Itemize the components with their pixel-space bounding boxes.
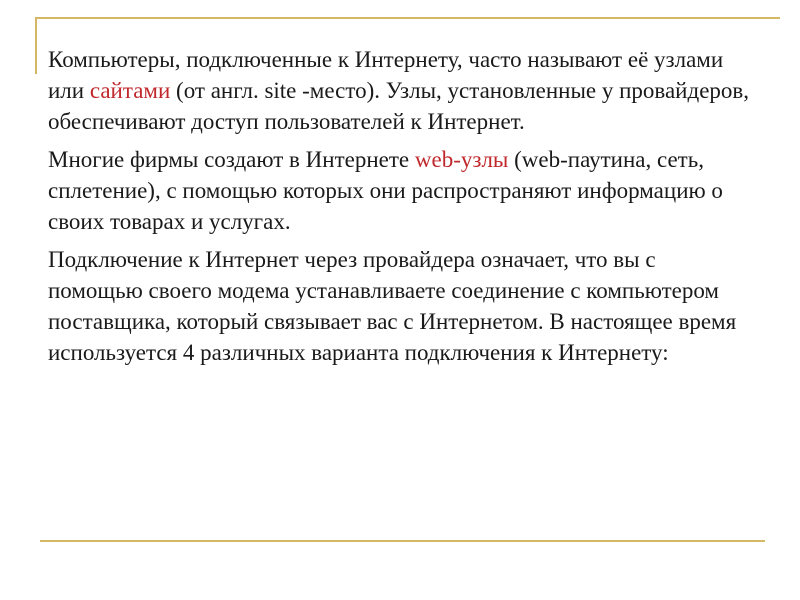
paragraph-nodes-text-end: (от англ. site -место). Узлы, установленные у провайдеров, обеспечивают доступ пользователей к Интернет. — [48, 78, 750, 134]
slide-body — [48, 44, 753, 375]
paragraph-web-nodes — [48, 144, 753, 237]
highlight-web-nodes: web-узлы — [414, 147, 509, 172]
paragraph-nodes — [48, 44, 753, 137]
paragraph-provider-connection — [48, 244, 753, 368]
highlight-sites: сайтами — [89, 78, 171, 103]
paragraph-web-nodes-text-end: (web-паутина, сеть, сплетение), с помощью которых они распространяют информацию о своих товарах и услугах. — [48, 147, 723, 234]
paragraph-nodes-text-start: Компьютеры, подключенные к Интернету, часто называют её узлами или — [48, 47, 724, 103]
bottom-rule-line — [40, 540, 765, 542]
left-accent-line — [35, 17, 37, 74]
paragraph-web-nodes-text-start: Многие фирмы создают в Интернете — [48, 147, 415, 172]
paragraph-provider-connection-text: Подключение к Интернет через провайдера означает, что вы с помощью своего модема устанавливаете соединение с компьютером поставщика, который связывает вас с Интернетом. В настоящее время используется 4 различных варианта подключения к Интернету: — [48, 247, 737, 365]
top-rule-line — [35, 17, 780, 19]
